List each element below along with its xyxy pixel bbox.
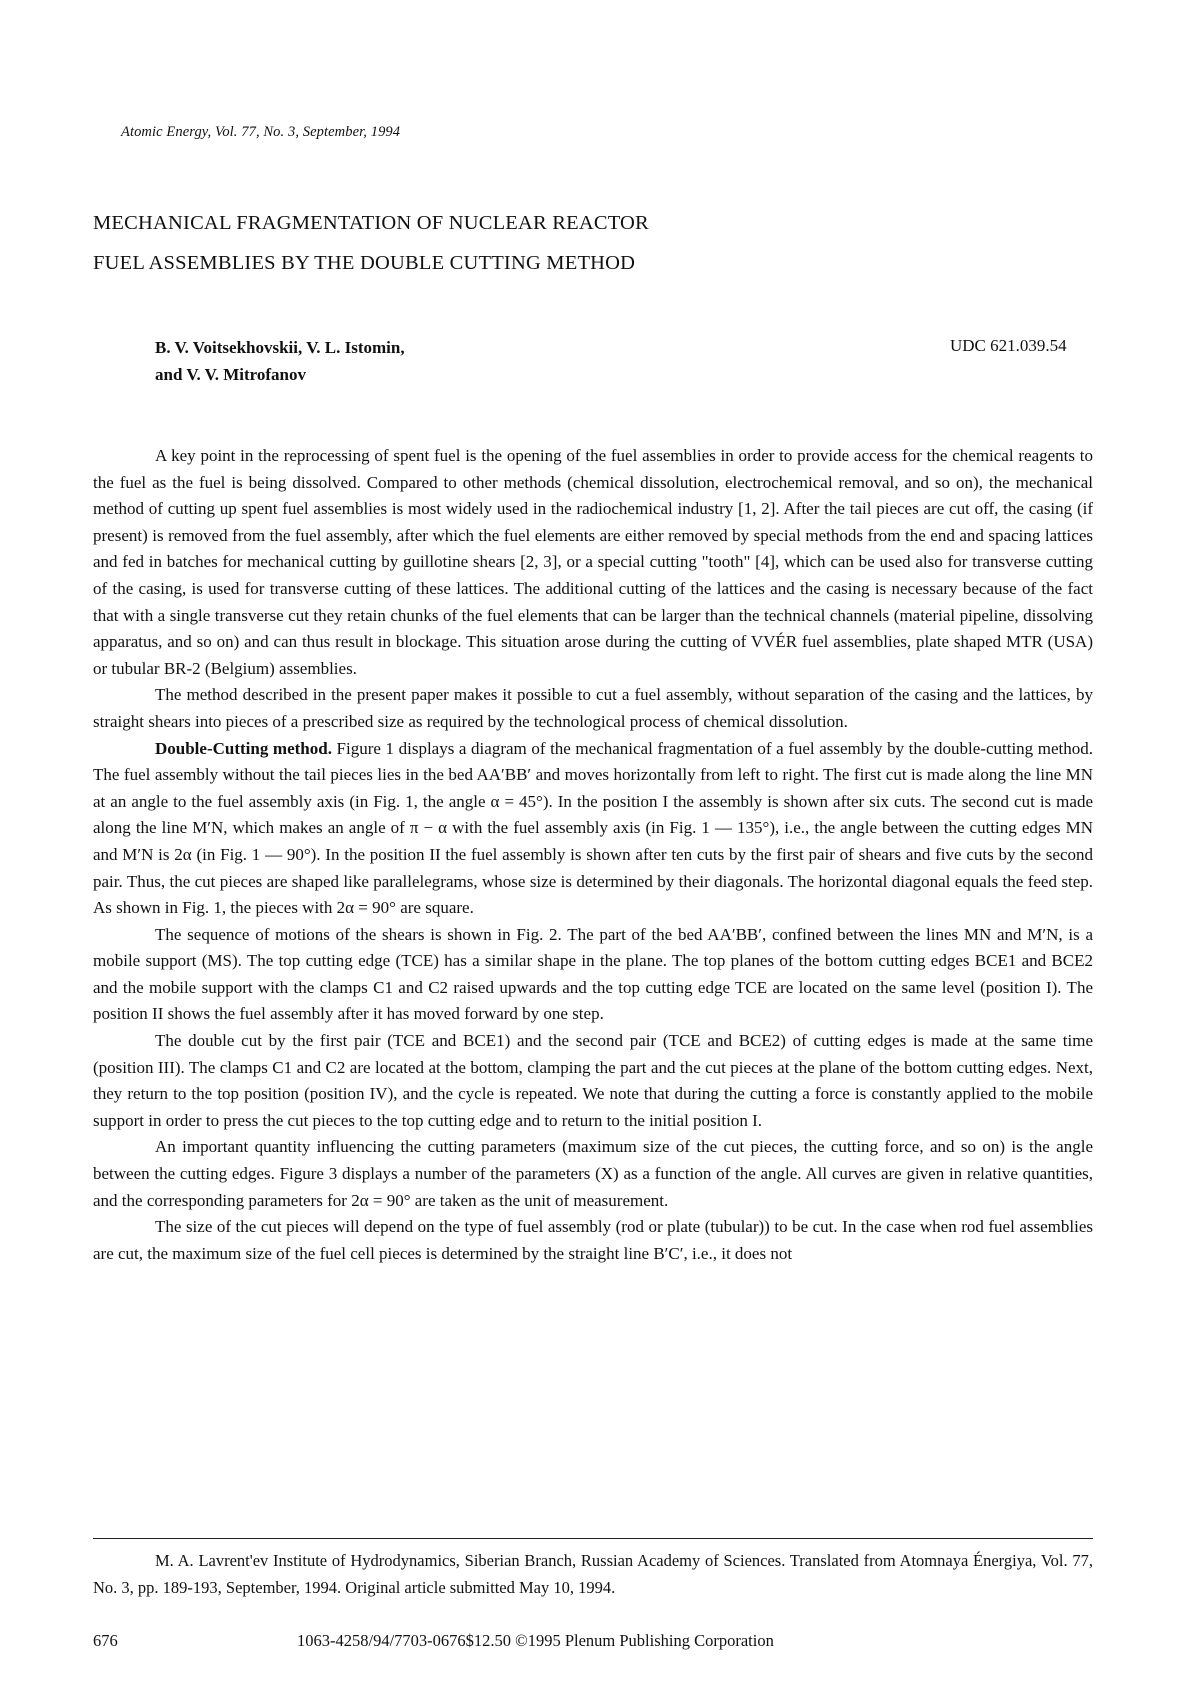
article-title-line-1: MECHANICAL FRAGMENTATION OF NUCLEAR REACTOR: [93, 212, 649, 234]
author-line-2: and V. V. Mitrofanov: [155, 365, 306, 384]
footnote-divider: [93, 1538, 1093, 1539]
section-heading: Double-Cutting method.: [155, 738, 332, 758]
paragraph-4: The sequence of motions of the shears is shown in Fig. 2. The part of the bed AA′BB′, confined between the lines MN and M′N, is a mobile support (MS). The top cutting edge (TCE) has a similar shape in the plane. The top planes of the bottom cutting edges BCE1 and BCE2 and the mobile support with the clamps C1 and C2 raised upwards and the top cutting edge TCE are located on the same level (position I). The position II shows the fuel assembly after it has moved forward by one step.: [93, 924, 1093, 1024]
paragraph-6: An important quantity influencing the cutting parameters (maximum size of the cut pieces, the cutting force, and so on) is the angle between the cutting edges. Figure 3 displays a number of the parameters (X) as a function of the angle. All curves are given in relative quantities, and the corresponding parameters for 2α = 90° are taken as the unit of measurement.: [93, 1137, 1093, 1210]
paragraph-5: The double cut by the first pair (TCE and BCE1) and the second pair (TCE and BCE2) of cutting edges is made at the same time (position III). The clamps C1 and C2 are located at the bottom, clamping the part and the cut pieces at the plane of the bottom cutting edges. Next, they return to the top position (position IV), and the cycle is repeated. We note that during the cutting a force is constantly applied to the mobile support in order to press the cut pieces to the top cutting edge and to return to the initial position I.: [93, 1031, 1093, 1130]
author-line-1: B. V. Voitsekhovskii, V. L. Istomin,: [155, 338, 405, 357]
page-number: 676: [93, 1631, 118, 1650]
author-list: [155, 334, 405, 388]
udc-code: UDC 621.039.54: [950, 336, 1067, 355]
paragraph-7: The size of the cut pieces will depend on the type of fuel assembly (rod or plate (tubular)) to be cut. In the case when rod fuel assemblies are cut, the maximum size of the fuel cell pieces is determined by the straight line B′C′, i.e., it does not: [93, 1217, 1093, 1263]
paragraph-3-text: Figure 1 displays a diagram of the mechanical fragmentation of a fuel assembly by the double-cutting method. The fuel assembly without the tail pieces lies in the bed AA′BB′ and moves horizontally from left to right. The first cut is made along the line MN at an angle to the fuel assembly axis (in Fig. 1, the angle α = 45°). In the position I the assembly is shown after six cuts. The second cut is made along the line M′N, which makes an angle of π − α with the fuel assembly axis (in Fig. 1 — 135°), i.e., the angle between the cutting edges MN and M′N is 2α (in Fig. 1 — 90°). In the position II the fuel assembly is shown after ten cuts by the first pair of shears and five cuts by the second pair. Thus, the cut pieces are shaped like parallelegrams, whose size is determined by their diagonals. The horizontal diagonal equals the feed step. As shown in Fig. 1, the pieces with 2α = 90° are square.: [93, 738, 1094, 918]
copyright-line: 1063-4258/94/7703-0676$12.50 ©1995 Plenum Publishing Corporation: [297, 1631, 774, 1650]
paragraph-2: The method described in the present paper makes it possible to cut a fuel assembly, without separation of the casing and the lattices, by straight shears into pieces of a prescribed size as required by the technological process of chemical dissolution.: [93, 685, 1093, 731]
footnote-affiliation: M. A. Lavrent'ev Institute of Hydrodynamics, Siberian Branch, Russian Academy of Sciences. Translated from Atomnaya Énergiya, Vol. 77, No. 3, pp. 189-193, September, 1994. Original article submitted May 10, 1994.: [93, 1551, 1093, 1597]
paragraph-3: [93, 736, 1093, 922]
article-body: [93, 443, 1093, 1267]
paragraph-1: A key point in the reprocessing of spent fuel is the opening of the fuel assemblies in order to provide access for the chemical reagents to the fuel as the fuel is being dissolved. Compared to other methods (chemical dissolution, electrochemical removal, and so on), the mechanical method of cutting up spent fuel assemblies is most widely used in the radiochemical industry [1, 2]. After the tail pieces are cut off, the casing (if present) is removed from the fuel assembly, after which the fuel elements are either removed by special methods from the end and spacing lattices and fed in batches for mechanical cutting by guillotine shears [2, 3], or a special cutting "tooth" [4], which can be used also for transverse cutting of the casing, is used for transverse cutting of these lattices. The additional cutting of the lattices and the casing is necessary because of the fact that with a single transverse cut they retain chunks of the fuel elements that can be larger than the technical channels (material pipeline, dissolving apparatus, and so on) and can thus result in blockage. This situation arose during the cutting of VVÉR fuel assemblies, plate shaped MTR (USA) or tubular BR-2 (Belgium) assemblies.: [93, 446, 1093, 678]
article-title: [93, 203, 649, 283]
article-title-line-2: FUEL ASSEMBLIES BY THE DOUBLE CUTTING METHOD: [93, 252, 636, 274]
journal-citation: Atomic Energy, Vol. 77, No. 3, September, 1994: [121, 124, 401, 140]
